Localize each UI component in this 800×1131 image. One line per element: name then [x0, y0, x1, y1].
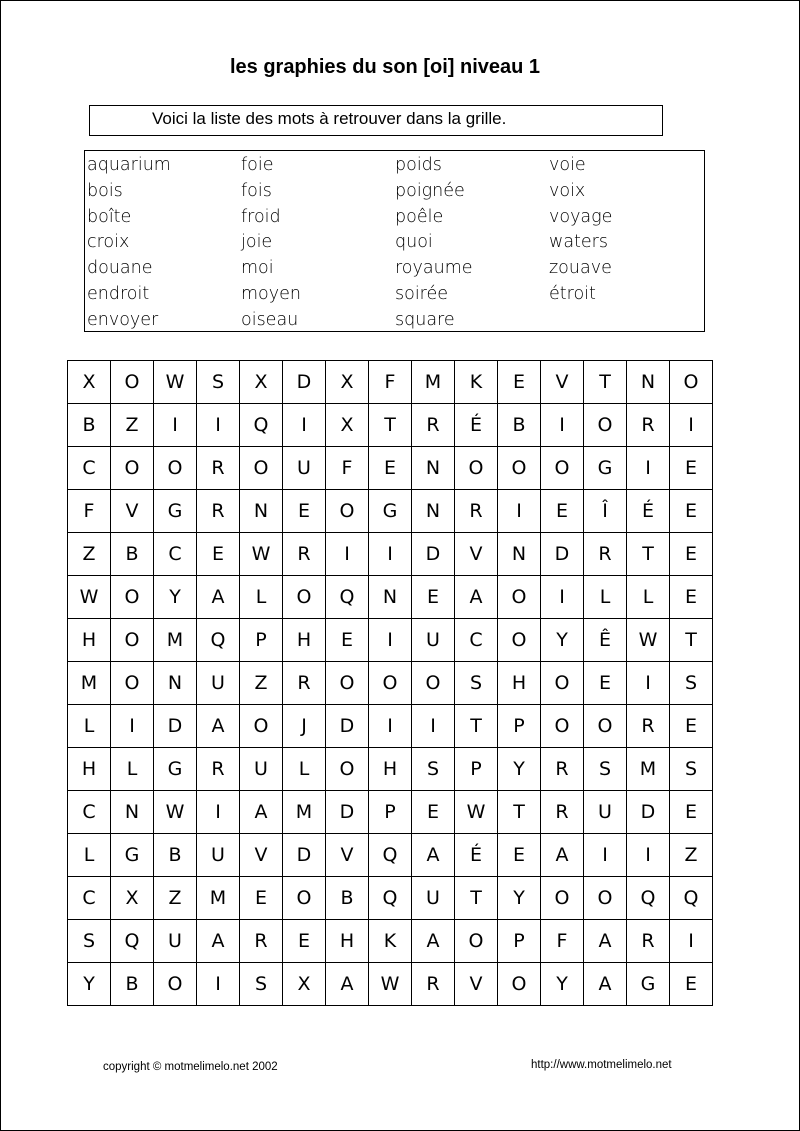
grid-cell[interactable]: I — [541, 576, 584, 619]
grid-cell[interactable]: D — [627, 791, 670, 834]
grid-cell[interactable]: T — [369, 404, 412, 447]
grid-cell[interactable]: W — [154, 361, 197, 404]
grid-cell[interactable]: O — [326, 490, 369, 533]
grid-cell[interactable]: K — [455, 361, 498, 404]
grid-cell[interactable]: I — [326, 533, 369, 576]
grid-cell[interactable]: I — [670, 920, 713, 963]
grid-cell[interactable]: X — [240, 361, 283, 404]
grid-cell[interactable]: N — [111, 791, 154, 834]
grid-cell[interactable]: Î — [584, 490, 627, 533]
grid-row — [68, 361, 713, 404]
grid-cell[interactable]: U — [197, 834, 240, 877]
grid-cell[interactable]: É — [627, 490, 670, 533]
grid-cell[interactable]: O — [369, 662, 412, 705]
grid-cell[interactable]: I — [412, 705, 455, 748]
grid-cell[interactable]: A — [541, 834, 584, 877]
word-list-item: waters — [549, 232, 608, 253]
grid-cell[interactable]: Q — [326, 576, 369, 619]
grid-cell[interactable]: C — [68, 791, 111, 834]
grid-cell[interactable]: O — [111, 619, 154, 662]
grid-cell[interactable]: E — [670, 963, 713, 1006]
grid-cell[interactable]: O — [584, 404, 627, 447]
grid-cell[interactable]: M — [68, 662, 111, 705]
word-list-box — [84, 150, 705, 332]
grid-row — [68, 877, 713, 920]
grid-cell[interactable]: I — [197, 791, 240, 834]
word-list-item: froid — [241, 206, 281, 227]
grid-row — [68, 447, 713, 490]
grid-cell[interactable]: U — [584, 791, 627, 834]
word-list-item: oiseau — [241, 309, 299, 330]
grid-cell[interactable]: B — [111, 963, 154, 1006]
grid-row — [68, 404, 713, 447]
grid-cell[interactable]: O — [154, 963, 197, 1006]
grid-cell[interactable]: G — [154, 748, 197, 791]
grid-cell[interactable]: B — [111, 533, 154, 576]
word-list-item: voyage — [549, 206, 613, 227]
grid-cell[interactable]: F — [541, 920, 584, 963]
grid-cell[interactable]: S — [197, 361, 240, 404]
grid-cell[interactable]: Q — [627, 877, 670, 920]
word-list-item: royaume — [395, 258, 473, 279]
grid-cell[interactable]: H — [326, 920, 369, 963]
grid-cell[interactable]: A — [412, 834, 455, 877]
grid-cell[interactable]: L — [68, 834, 111, 877]
grid-cell[interactable]: R — [627, 705, 670, 748]
grid-cell[interactable]: A — [326, 963, 369, 1006]
grid-cell[interactable]: L — [627, 576, 670, 619]
grid-cell[interactable]: R — [455, 490, 498, 533]
grid-cell[interactable]: N — [498, 533, 541, 576]
grid-cell[interactable]: P — [240, 619, 283, 662]
grid-cell[interactable]: R — [283, 533, 326, 576]
word-list-item: voix — [549, 180, 586, 201]
grid-cell[interactable]: E — [670, 791, 713, 834]
grid-row — [68, 705, 713, 748]
grid-cell[interactable]: G — [111, 834, 154, 877]
grid-cell[interactable]: I — [670, 404, 713, 447]
grid-cell[interactable]: Q — [111, 920, 154, 963]
grid-cell[interactable]: R — [197, 748, 240, 791]
grid-cell[interactable]: I — [283, 404, 326, 447]
grid-cell[interactable]: O — [584, 705, 627, 748]
grid-row — [68, 791, 713, 834]
grid-cell[interactable]: W — [627, 619, 670, 662]
grid-cell[interactable]: A — [455, 576, 498, 619]
grid-cell[interactable]: Z — [111, 404, 154, 447]
grid-cell[interactable]: H — [369, 748, 412, 791]
grid-cell[interactable]: O — [412, 662, 455, 705]
grid-cell[interactable]: Z — [670, 834, 713, 877]
grid-cell[interactable]: M — [627, 748, 670, 791]
word-list-item: poêle — [395, 206, 444, 227]
grid-cell[interactable]: R — [283, 662, 326, 705]
grid-cell[interactable]: O — [455, 447, 498, 490]
grid-cell[interactable]: W — [68, 576, 111, 619]
grid-cell[interactable]: N — [412, 447, 455, 490]
grid-cell[interactable]: A — [412, 920, 455, 963]
word-list-item: boîte — [87, 206, 132, 227]
grid-cell[interactable]: O — [541, 447, 584, 490]
grid-cell[interactable]: F — [326, 447, 369, 490]
grid-cell[interactable]: P — [369, 791, 412, 834]
grid-cell[interactable]: É — [455, 834, 498, 877]
grid-cell[interactable]: I — [111, 705, 154, 748]
grid-cell[interactable]: Y — [541, 619, 584, 662]
grid-cell[interactable]: L — [283, 748, 326, 791]
grid-cell[interactable]: B — [498, 404, 541, 447]
grid-cell[interactable]: O — [283, 877, 326, 920]
grid-cell[interactable]: L — [584, 576, 627, 619]
grid-cell[interactable]: O — [584, 877, 627, 920]
word-list-item: croix — [87, 232, 130, 253]
word-list-item: douane — [87, 258, 153, 279]
grid-row — [68, 490, 713, 533]
grid-cell[interactable]: E — [197, 533, 240, 576]
grid-cell[interactable]: A — [240, 791, 283, 834]
grid-cell[interactable]: É — [455, 404, 498, 447]
grid-cell[interactable]: E — [541, 490, 584, 533]
grid-cell[interactable]: S — [68, 920, 111, 963]
word-list-item: poids — [395, 155, 442, 175]
grid-cell[interactable]: A — [197, 920, 240, 963]
grid-cell[interactable]: O — [541, 877, 584, 920]
grid-cell[interactable]: D — [541, 533, 584, 576]
grid-cell[interactable]: D — [283, 361, 326, 404]
grid-cell[interactable]: Y — [68, 963, 111, 1006]
word-list-item: foie — [241, 155, 274, 175]
grid-cell[interactable]: D — [326, 791, 369, 834]
grid-cell[interactable]: I — [627, 834, 670, 877]
grid-cell[interactable]: E — [670, 447, 713, 490]
grid-cell[interactable]: X — [326, 361, 369, 404]
grid-cell[interactable]: E — [670, 490, 713, 533]
grid-cell[interactable]: X — [283, 963, 326, 1006]
grid-cell[interactable]: L — [111, 748, 154, 791]
grid-cell[interactable]: T — [498, 791, 541, 834]
grid-cell[interactable]: G — [154, 490, 197, 533]
grid-row — [68, 963, 713, 1006]
grid-cell[interactable]: Z — [68, 533, 111, 576]
grid-cell[interactable]: V — [455, 533, 498, 576]
grid-cell[interactable]: N — [154, 662, 197, 705]
grid-cell[interactable]: E — [670, 533, 713, 576]
grid-cell[interactable]: W — [369, 963, 412, 1006]
word-list-item: fois — [241, 180, 272, 201]
grid-cell[interactable]: R — [541, 748, 584, 791]
grid-cell[interactable]: M — [283, 791, 326, 834]
grid-cell[interactable]: A — [197, 705, 240, 748]
grid-cell[interactable]: G — [584, 447, 627, 490]
instruction-text: Voici la liste des mots à retrouver dans la grille. — [152, 109, 507, 128]
grid-cell[interactable]: I — [197, 404, 240, 447]
grid-cell[interactable]: L — [240, 576, 283, 619]
grid-cell[interactable]: R — [412, 404, 455, 447]
grid-row — [68, 533, 713, 576]
grid-cell[interactable]: E — [369, 447, 412, 490]
grid-cell[interactable]: T — [627, 533, 670, 576]
grid-cell[interactable]: O — [111, 361, 154, 404]
grid-cell[interactable]: R — [584, 533, 627, 576]
grid-cell[interactable]: M — [154, 619, 197, 662]
grid-cell[interactable]: A — [584, 963, 627, 1006]
grid-cell[interactable]: G — [627, 963, 670, 1006]
word-list-item: aquarium — [87, 155, 171, 175]
grid-cell[interactable]: O — [326, 748, 369, 791]
grid-cell[interactable]: R — [541, 791, 584, 834]
grid-cell[interactable]: T — [455, 877, 498, 920]
grid-cell[interactable]: O — [111, 447, 154, 490]
grid-cell[interactable]: N — [627, 361, 670, 404]
website-link[interactable]: http://www.motmelimelo.net — [531, 1059, 672, 1071]
grid-cell[interactable]: N — [412, 490, 455, 533]
grid-cell[interactable]: B — [326, 877, 369, 920]
grid-cell[interactable]: O — [541, 662, 584, 705]
grid-cell[interactable]: E — [498, 834, 541, 877]
grid-cell[interactable]: H — [498, 662, 541, 705]
grid-cell[interactable]: W — [154, 791, 197, 834]
grid-cell[interactable]: V — [455, 963, 498, 1006]
grid-cell[interactable]: Y — [541, 963, 584, 1006]
grid-row — [68, 748, 713, 791]
grid-cell[interactable]: S — [670, 662, 713, 705]
word-list-item: soirée — [395, 284, 449, 304]
grid-row — [68, 662, 713, 705]
grid-cell[interactable]: X — [68, 361, 111, 404]
grid-cell[interactable]: U — [154, 920, 197, 963]
grid-cell[interactable]: T — [670, 619, 713, 662]
grid-cell[interactable]: E — [326, 619, 369, 662]
grid-cell[interactable]: I — [369, 705, 412, 748]
grid-cell[interactable]: E — [670, 705, 713, 748]
grid-cell[interactable]: V — [111, 490, 154, 533]
grid-cell[interactable]: X — [111, 877, 154, 920]
grid-cell[interactable]: R — [240, 920, 283, 963]
grid-cell[interactable]: V — [240, 834, 283, 877]
grid-cell[interactable]: H — [283, 619, 326, 662]
grid-cell[interactable]: F — [369, 361, 412, 404]
grid-cell[interactable]: W — [455, 791, 498, 834]
grid-cell[interactable]: B — [154, 834, 197, 877]
grid-cell[interactable]: V — [541, 361, 584, 404]
grid-cell[interactable]: N — [240, 490, 283, 533]
grid-cell[interactable]: R — [412, 963, 455, 1006]
grid-cell[interactable]: R — [627, 920, 670, 963]
grid-cell[interactable]: I — [369, 619, 412, 662]
grid-cell[interactable]: O — [498, 447, 541, 490]
word-list-item: endroit — [87, 284, 150, 304]
grid-cell[interactable]: O — [498, 963, 541, 1006]
grid-cell[interactable]: I — [197, 963, 240, 1006]
grid-cell[interactable]: Q — [240, 404, 283, 447]
grid-cell[interactable]: D — [154, 705, 197, 748]
grid-cell[interactable]: S — [240, 963, 283, 1006]
grid-cell[interactable]: D — [412, 533, 455, 576]
grid-row — [68, 834, 713, 877]
word-list-item: joie — [241, 232, 273, 253]
grid-cell[interactable]: S — [412, 748, 455, 791]
grid-cell[interactable]: E — [412, 576, 455, 619]
grid-cell[interactable]: Q — [670, 877, 713, 920]
grid-cell[interactable]: Y — [498, 877, 541, 920]
grid-cell[interactable]: C — [154, 533, 197, 576]
grid-cell[interactable]: O — [498, 576, 541, 619]
word-list-item: voie — [549, 155, 586, 175]
grid-cell[interactable]: C — [68, 447, 111, 490]
grid-cell[interactable]: I — [369, 533, 412, 576]
grid-cell[interactable]: W — [240, 533, 283, 576]
grid-cell[interactable]: I — [498, 490, 541, 533]
grid-cell[interactable]: D — [326, 705, 369, 748]
grid-cell[interactable]: O — [111, 662, 154, 705]
instruction-box — [89, 105, 663, 136]
grid-cell[interactable]: K — [369, 920, 412, 963]
grid-cell[interactable]: S — [584, 748, 627, 791]
grid-row — [68, 576, 713, 619]
grid-cell[interactable]: Q — [369, 834, 412, 877]
word-search-grid — [67, 360, 713, 1006]
word-list-item: quoi — [395, 232, 433, 253]
grid-cell[interactable]: X — [326, 404, 369, 447]
grid-cell[interactable]: Z — [240, 662, 283, 705]
grid-cell[interactable]: U — [283, 447, 326, 490]
grid-cell[interactable]: O — [498, 619, 541, 662]
grid-cell[interactable]: T — [455, 705, 498, 748]
grid-cell[interactable]: V — [326, 834, 369, 877]
grid-cell[interactable]: U — [412, 877, 455, 920]
grid-cell[interactable]: J — [283, 705, 326, 748]
grid-cell[interactable]: O — [455, 920, 498, 963]
word-list-item: square — [395, 309, 455, 330]
grid-cell[interactable]: S — [455, 662, 498, 705]
grid-cell[interactable]: Ê — [584, 619, 627, 662]
grid-cell[interactable]: O — [541, 705, 584, 748]
grid-cell[interactable]: E — [584, 662, 627, 705]
grid-cell[interactable]: E — [498, 361, 541, 404]
grid-cell[interactable]: C — [455, 619, 498, 662]
grid-cell[interactable]: P — [498, 705, 541, 748]
grid-cell[interactable]: Q — [197, 619, 240, 662]
grid-cell[interactable]: Z — [154, 877, 197, 920]
grid-cell[interactable]: U — [240, 748, 283, 791]
grid-cell[interactable]: S — [670, 748, 713, 791]
grid-cell[interactable]: I — [627, 447, 670, 490]
grid-cell[interactable]: U — [412, 619, 455, 662]
grid-cell[interactable]: E — [412, 791, 455, 834]
grid-cell[interactable]: L — [68, 705, 111, 748]
grid-cell[interactable]: P — [498, 920, 541, 963]
grid-cell[interactable]: O — [240, 447, 283, 490]
grid-cell[interactable]: P — [455, 748, 498, 791]
grid-cell[interactable]: R — [197, 447, 240, 490]
grid-cell[interactable]: O — [283, 576, 326, 619]
grid-cell[interactable]: R — [197, 490, 240, 533]
grid-cell[interactable]: R — [627, 404, 670, 447]
grid-cell[interactable]: Y — [498, 748, 541, 791]
grid-cell[interactable]: H — [68, 748, 111, 791]
grid-cell[interactable]: E — [283, 920, 326, 963]
grid-cell[interactable]: N — [369, 576, 412, 619]
grid-cell[interactable]: Q — [369, 877, 412, 920]
word-list-item: étroit — [549, 284, 596, 304]
word-list-item: bois — [87, 180, 123, 201]
copyright-text: copyright © motmelimelo.net 2002 — [103, 1061, 278, 1073]
grid-cell[interactable]: E — [283, 490, 326, 533]
grid-cell[interactable]: I — [584, 834, 627, 877]
grid-cell[interactable]: O — [326, 662, 369, 705]
grid-cell[interactable]: O — [154, 447, 197, 490]
grid-cell[interactable]: C — [68, 877, 111, 920]
grid-cell[interactable]: F — [68, 490, 111, 533]
page-title: les graphies du son [oi] niveau 1 — [229, 56, 541, 78]
grid-cell[interactable]: I — [541, 404, 584, 447]
grid-cell[interactable]: H — [68, 619, 111, 662]
grid-cell[interactable]: G — [369, 490, 412, 533]
grid-cell[interactable]: E — [240, 877, 283, 920]
grid-cell[interactable]: A — [584, 920, 627, 963]
word-list-item: zouave — [549, 258, 612, 279]
word-list-item: poignée — [395, 180, 465, 201]
grid-cell[interactable]: M — [412, 361, 455, 404]
grid-cell[interactable]: E — [670, 576, 713, 619]
grid-cell[interactable]: I — [627, 662, 670, 705]
grid-cell[interactable]: O — [111, 576, 154, 619]
grid-cell[interactable]: A — [197, 576, 240, 619]
grid-cell[interactable]: Y — [154, 576, 197, 619]
grid-cell[interactable]: M — [197, 877, 240, 920]
grid-row — [68, 920, 713, 963]
grid-cell[interactable]: D — [283, 834, 326, 877]
grid-cell[interactable]: T — [584, 361, 627, 404]
grid-row — [68, 619, 713, 662]
grid-cell[interactable]: B — [68, 404, 111, 447]
word-list-item: moyen — [241, 284, 301, 304]
grid-cell[interactable]: U — [197, 662, 240, 705]
grid-cell[interactable]: O — [240, 705, 283, 748]
grid-cell[interactable]: I — [154, 404, 197, 447]
word-list-item: moi — [241, 258, 274, 279]
grid-cell[interactable]: O — [670, 361, 713, 404]
word-list-item: envoyer — [87, 309, 159, 330]
